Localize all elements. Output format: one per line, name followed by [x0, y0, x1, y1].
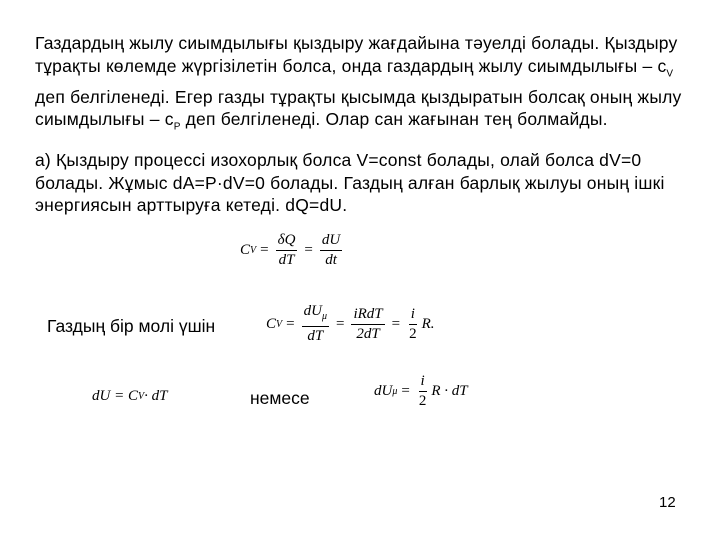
fraction: $\frac{\text{iRdT}}{2dT}$ [353, 305, 383, 342]
fraction: $\frac{dU}{dt}$ [321, 232, 341, 268]
fraction: $\frac{\delta Q}{dT}$ [277, 232, 296, 268]
paragraph-heat-capacity: Газдардың жылу сиымдылығы қыздыру жағдайына тәуелді болады. Қыздыру тұрақты көлемде жүргізілетін болса, онда газдардың жылу сиымдылығы – $c_V$ деп белгіленеді. Егер газды тұрақты қысымда қыздыратын болсақ оның жылу сиымдылығы – $c_P$ деп белгіленеді. Олар сан жағынан тең болмайды. [35, 33, 682, 133]
fraction: $\frac{dU_\mu}{dT}$ [303, 303, 327, 344]
formula-cv-molar: C V = $\frac{dU_\mu}{dT}$ = $\frac{\text{iRdT}}{2dT}$ = $\frac{i}{2}$ R. [266, 303, 435, 344]
formula-du-molar: dU μ = $\frac{i}{2}$ R · dT [374, 373, 468, 409]
formula-du: dU = C V · dT [92, 388, 168, 404]
label-or: немесе [250, 388, 310, 408]
label-per-mole: Газдың бір молі үшін [47, 316, 216, 336]
formula-cv-definition: C V = $\frac{\delta Q}{dT}$ = $\frac{dU}{dt}$ [240, 232, 341, 268]
page-number: 12 [659, 494, 676, 511]
fraction: $\frac{i}{2}$ [409, 305, 417, 342]
paragraph-isochoric: а) Қыздыру процессі изохорлық болса V=const болады, олай болса dV=0 болады. Жұмыс dA=P·dV=0 болады. Газдың алған барлық жылуы оның ішкі энергиясын арттыруға кетеді. dQ=dU. [35, 150, 665, 215]
fraction: $\frac{i}{2}$ [418, 373, 427, 409]
